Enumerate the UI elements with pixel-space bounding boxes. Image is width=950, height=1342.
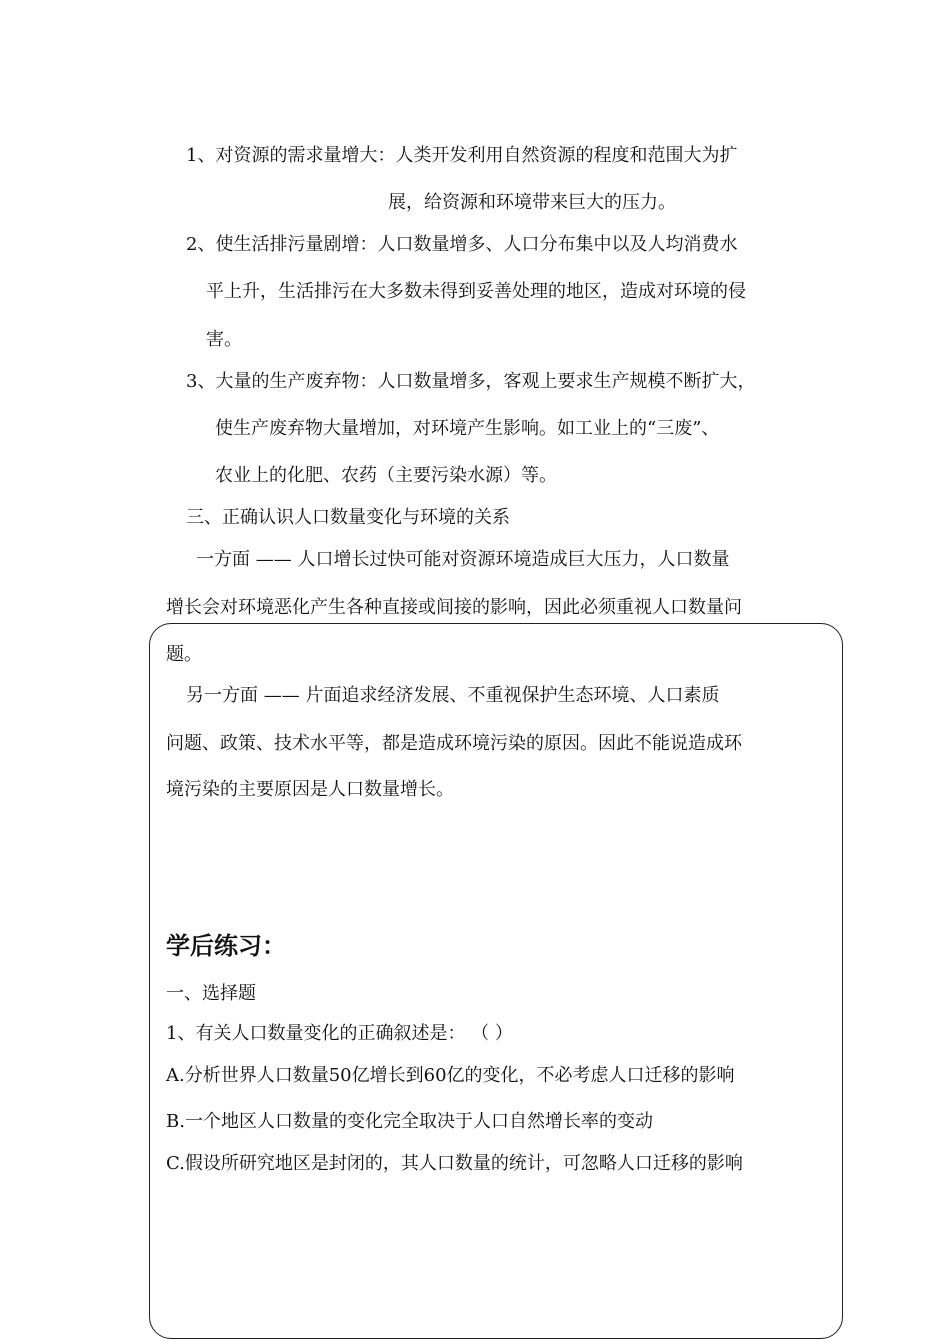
paragraph-two-line-3: 境污染的主要原因是人口数量增长。 [166,779,454,800]
question-1-stem: 1、有关人口数量变化的正确叙述是： （ ） [166,1023,513,1044]
item-3-line-1: 3、大量的生产废弃物：人口数量增多，客观上要求生产规模不断扩大， [186,371,756,392]
question-1-option-a: A.分析世界人口数量50亿增长到60亿的变化，不必考虑人口迁移的影响 [166,1065,735,1086]
item-2-line-1: 2、使生活排污量剧增：人口数量增多、人口分布集中以及人均消费水 [186,234,738,255]
paragraph-two-line-2: 问题、政策、技术水平等，都是造成环境污染的原因。因此不能说造成环 [166,733,742,754]
question-1-option-b: B.一个地区人口数量的变化完全取决于人口自然增长率的变动 [166,1111,653,1132]
item-1-line-1: 1、对资源的需求量增大：人类开发利用自然资源的程度和范围大为扩 [186,145,738,166]
item-2-line-2: 平上升，生活排污在大多数未得到妥善处理的地区，造成对环境的侵 [206,281,746,302]
rounded-content-frame [149,623,843,1339]
item-1-line-2: 展，给资源和环境带来巨大的压力。 [388,192,676,213]
item-3-line-3: 农业上的化肥、农药（主要污染水源）等。 [215,465,557,486]
question-1-option-c: C.假设所研究地区是封闭的，其人口数量的统计，可忽略人口迁移的影响 [166,1153,743,1174]
item-3-line-2: 使生产废弃物大量增加，对环境产生影响。如工业上的“三废”、 [215,418,720,439]
part-one-heading: 一、选择题 [166,983,256,1004]
exercise-title: 学后练习： [166,932,286,960]
paragraph-two-line-1: 另一方面 —— 片面追求经济发展、不重视保护生态环境、人口素质 [186,685,720,706]
paragraph-one-line-1: 一方面 —— 人口增长过快可能对资源环境造成巨大压力，人口数量 [196,549,730,570]
paragraph-one-line-3: 题。 [166,644,202,665]
section-three-heading: 三、正确认识人口数量变化与环境的关系 [186,507,510,528]
item-2-line-3: 害。 [206,329,242,350]
paragraph-one-line-2: 增长会对环境恶化产生各种直接或间接的影响，因此必须重视人口数量问 [166,597,742,618]
